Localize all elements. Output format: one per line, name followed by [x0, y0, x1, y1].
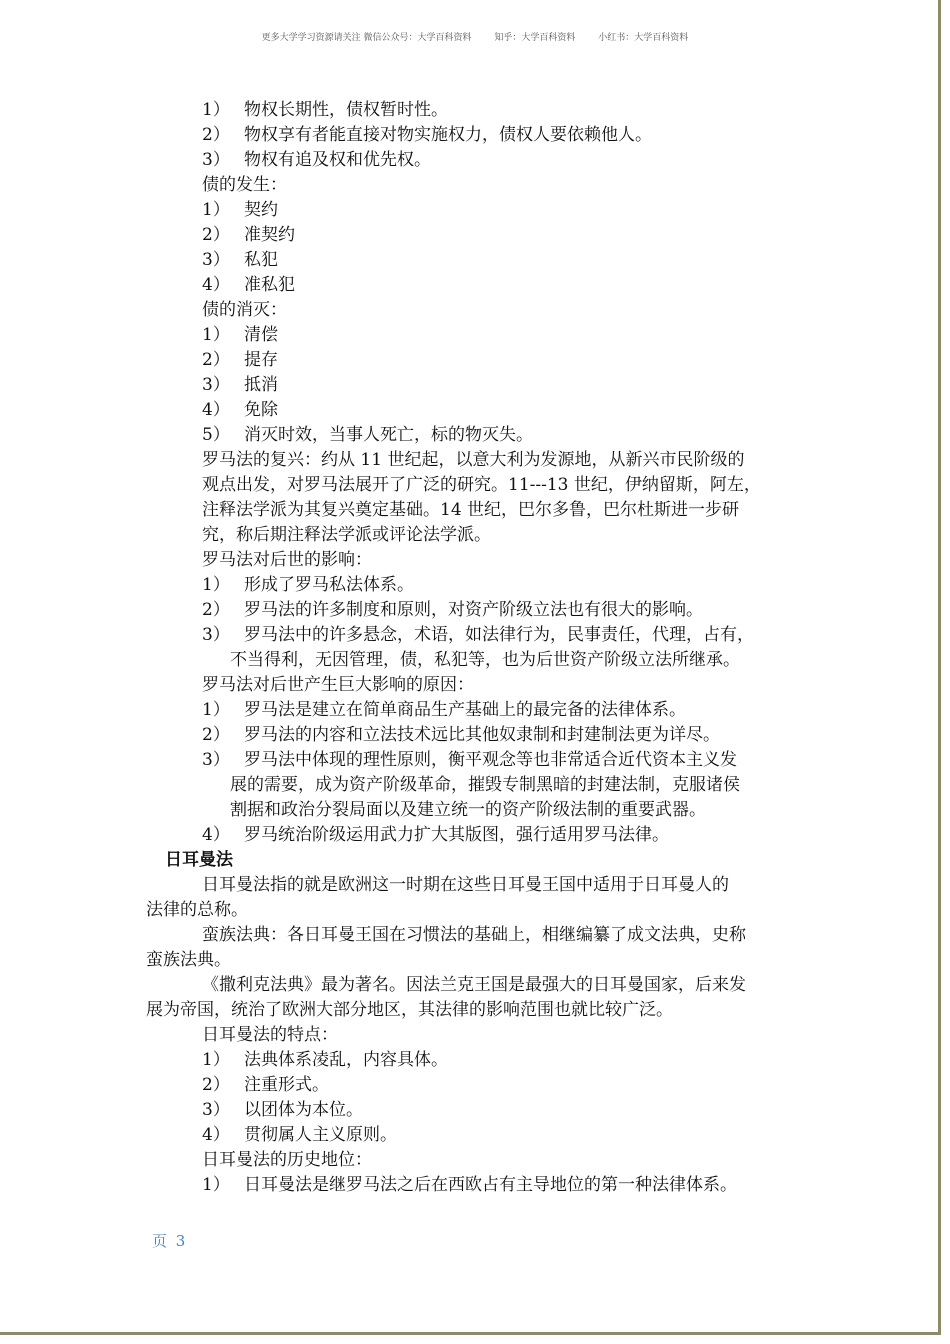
- list-item: 2） 准契约: [202, 225, 295, 245]
- paragraph-line: 注释法学派为其复兴奠定基础。14 世纪，巴尔多鲁，巴尔杜斯进一步研: [202, 500, 740, 520]
- list-item: 1） 形成了罗马私法体系。: [202, 575, 414, 595]
- section-heading: 日耳曼法的历史地位：: [202, 1150, 372, 1170]
- list-item: 5） 消灭时效，当事人死亡，标的物灭失。: [202, 425, 533, 445]
- paragraph-line: 蛮族法典。: [146, 950, 231, 970]
- list-item: 4） 准私犯: [202, 275, 295, 295]
- paragraph-line: 罗马法的复兴：约从 11 世纪起，以意大利为发源地，从新兴市民阶级的: [202, 450, 745, 470]
- page-header: 更多大学学习资源请关注 微信公众号：大学百科资料 知乎：大学百科资料 小红书：大学百科资料: [261, 33, 689, 43]
- paragraph-line: 究，称后期注释法学派或评论法学派。: [202, 525, 491, 545]
- list-item: 2） 提存: [202, 350, 278, 370]
- list-item: 1） 法典体系凌乱，内容具体。: [202, 1050, 448, 1070]
- section-heading: 债的消灭：: [202, 300, 287, 320]
- list-item: 4） 罗马统治阶级运用武力扩大其版图，强行适用罗马法律。: [202, 825, 669, 845]
- list-item: 3） 罗马法中的许多悬念，术语，如法律行为，民事责任，代理，占有，: [202, 625, 754, 645]
- heading-germanic-law: 日耳曼法: [165, 850, 233, 870]
- page-number: 页 3: [152, 1232, 188, 1250]
- paragraph-line: 法律的总称。: [146, 900, 248, 920]
- section-heading: 罗马法对后世的影响：: [202, 550, 372, 570]
- list-item: 1） 契约: [202, 200, 278, 220]
- list-item: 2） 注重形式。: [202, 1075, 329, 1095]
- paragraph-line: 蛮族法典：各日耳曼王国在习惯法的基础上，相继编纂了成文法典，史称: [202, 925, 746, 945]
- list-item-continuation: 割据和政治分裂局面以及建立统一的资产阶级法制的重要武器。: [230, 800, 706, 820]
- paragraph-line: 《撒利克法典》最为著名。因法兰克王国是最强大的日耳曼国家，后来发: [202, 975, 746, 995]
- list-item: 1） 罗马法是建立在简单商品生产基础上的最完备的法律体系。: [202, 700, 686, 720]
- list-item-continuation: 不当得利，无因管理，债，私犯等，也为后世资产阶级立法所继承。: [230, 650, 740, 670]
- list-item: 3） 物权有追及权和优先权。: [202, 150, 431, 170]
- list-item: 3） 以团体为本位。: [202, 1100, 363, 1120]
- list-item: 2） 罗马法的内容和立法技术远比其他奴隶制和封建制法更为详尽。: [202, 725, 720, 745]
- list-item: 4） 免除: [202, 400, 278, 420]
- paragraph-line: 展为帝国，统治了欧洲大部分地区，其法律的影响范围也就比较广泛。: [146, 1000, 673, 1020]
- list-item: 4） 贯彻属人主义原则。: [202, 1125, 397, 1145]
- list-item-continuation: 展的需要，成为资产阶级革命，摧毁专制黑暗的封建法制，克服诸侯: [230, 775, 740, 795]
- list-item: 2） 罗马法的许多制度和原则，对资产阶级立法也有很大的影响。: [202, 600, 703, 620]
- list-item: 3） 私犯: [202, 250, 278, 270]
- list-item: 3） 抵消: [202, 375, 278, 395]
- list-item: 2） 物权享有者能直接对物实施权力，债权人要依赖他人。: [202, 125, 652, 145]
- paragraph-line: 观点出发，对罗马法展开了广泛的研究。11---13 世纪，伊纳留斯，阿左，: [202, 475, 761, 495]
- section-heading: 日耳曼法的特点：: [202, 1025, 338, 1045]
- list-item: 1） 物权长期性，债权暂时性。: [202, 100, 448, 120]
- section-heading: 罗马法对后世产生巨大影响的原因：: [202, 675, 474, 695]
- list-item: 1） 清偿: [202, 325, 278, 345]
- section-heading: 债的发生：: [202, 175, 287, 195]
- list-item: 1） 日耳曼法是继罗马法之后在西欧占有主导地位的第一种法律体系。: [202, 1175, 737, 1195]
- list-item: 3） 罗马法中体现的理性原则，衡平观念等也非常适合近代资本主义发: [202, 750, 737, 770]
- paragraph-line: 日耳曼法指的就是欧洲这一时期在这些日耳曼王国中适用于日耳曼人的: [202, 875, 729, 895]
